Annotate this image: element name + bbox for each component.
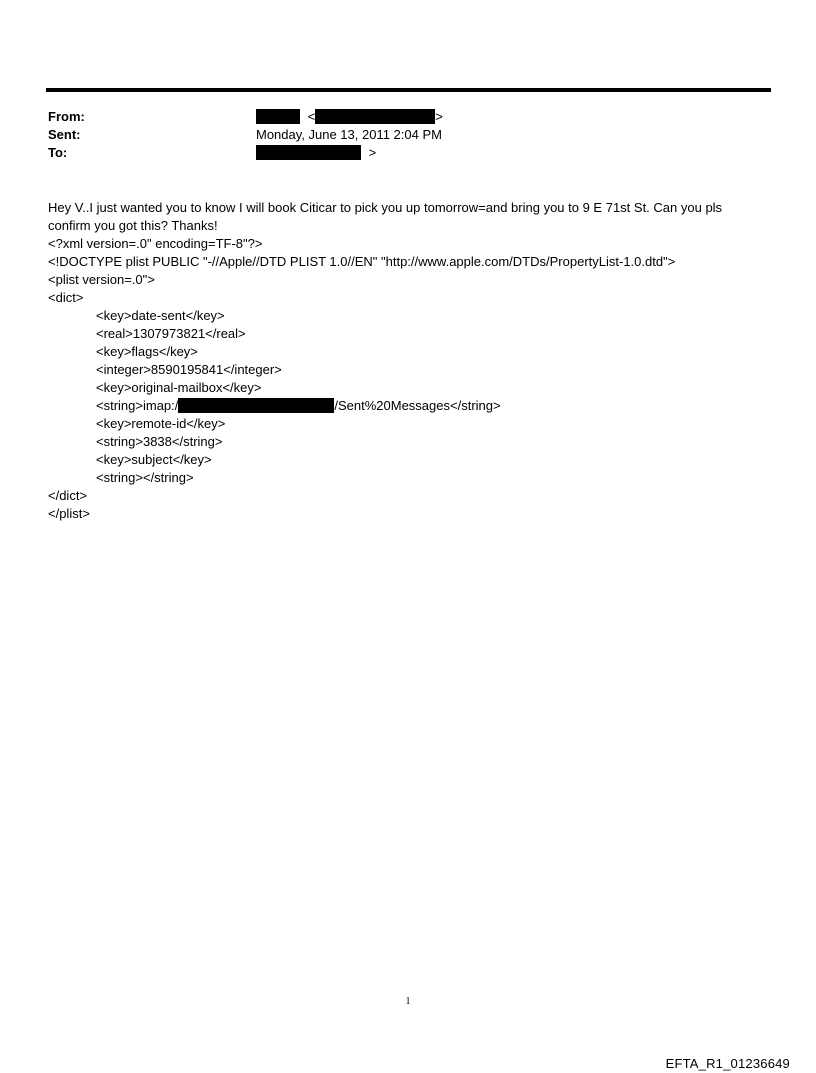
dict-close: </dict> xyxy=(48,488,88,503)
dict-line: <key>flags</key> xyxy=(96,344,198,359)
dict-line: <string></string> xyxy=(96,470,194,485)
to-close-bracket: > xyxy=(368,145,377,160)
page-number: 1 xyxy=(405,996,411,1007)
to-label: To: xyxy=(48,145,68,160)
from-close-bracket: > xyxy=(435,109,443,124)
dict-line: <key>original-mailbox</key> xyxy=(96,380,262,395)
plist-open: <plist version=.0"> xyxy=(48,272,155,287)
redaction-block xyxy=(315,109,435,124)
redaction-block xyxy=(178,398,334,413)
dict-line: <string>3838</string> xyxy=(96,434,223,449)
redaction-block xyxy=(256,145,361,160)
dict-line: <key>remote-id</key> xyxy=(96,416,226,431)
plist-close: </plist> xyxy=(48,506,90,521)
imap-prefix: <string>imap:/ xyxy=(96,398,179,413)
imap-suffix: /Sent%20Messages</string> xyxy=(334,398,501,413)
from-value xyxy=(256,109,443,125)
sent-label: Sent: xyxy=(48,127,81,142)
imap-line xyxy=(48,397,763,415)
doctype-line: <!DOCTYPE plist PUBLIC "-//Apple//DTD PLIST 1.0//EN" "http://www.apple.com/DTDs/PropertyList-1.0.dtd"> xyxy=(48,254,676,269)
dict-line: <key>date-sent</key> xyxy=(96,308,225,323)
message-text: Hey V..I just wanted you to know I will book Citicar to pick you up tomorrow=and bring you to 9 E 71st St. Can you pls confirm you got this? Thanks! xyxy=(48,200,723,233)
dict-open: <dict> xyxy=(48,290,84,305)
dict-line: <integer>8590195841</integer> xyxy=(96,362,282,377)
header-rule xyxy=(46,88,771,92)
document-id: EFTA_R1_01236649 xyxy=(665,1056,790,1071)
email-body xyxy=(48,199,763,523)
xml-declaration: <?xml version=.0" encoding=TF-8"?> xyxy=(48,236,263,251)
sent-value: Monday, June 13, 2011 2:04 PM xyxy=(256,127,442,142)
from-open-bracket: < xyxy=(307,109,316,124)
to-value xyxy=(256,145,376,161)
redaction-block xyxy=(256,109,300,124)
dict-line: <key>subject</key> xyxy=(96,452,212,467)
dict-line: <real>1307973821</real> xyxy=(96,326,246,341)
from-label: From: xyxy=(48,109,85,124)
